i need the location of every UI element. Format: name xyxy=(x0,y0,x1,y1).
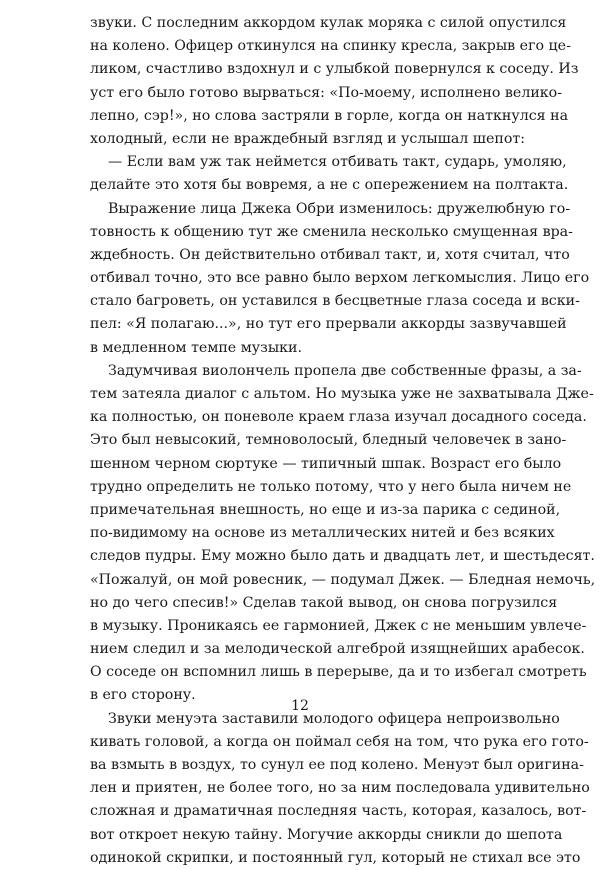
text-line: Выражение лица Джека Обри изменилось: дружелюбную го- xyxy=(108,200,571,217)
text-line: О соседе он вспомнил лишь в перерыве, да и то избегал смотреть xyxy=(90,664,587,681)
text-line: «Пожалуй, он мой ровесник, — подумал Джек. — Бледная немочь, xyxy=(90,571,596,588)
text-line: ждебность. Он действительно отбивал такт, и, хотя считал, что xyxy=(90,246,570,263)
page-body xyxy=(90,12,596,870)
text-line: ва взмыть в воздух, то сунул ее под колено. Менуэт был оригина- xyxy=(90,757,584,773)
text-line: тем затеяла диалог с альтом. Но музыка уже не захватывала Дже- xyxy=(90,386,594,402)
page-number: 12 xyxy=(291,698,309,714)
text-line: сложная и драматичная последняя часть, которая, казалось, вот- xyxy=(90,803,587,820)
text-line: в медленном темпе музыки. xyxy=(90,339,302,356)
text-line: Звуки менуэта заставили молодого офицера непроизвольно xyxy=(108,710,560,727)
text-line: по-видимому на основе из металлических нитей и без всяких xyxy=(90,525,555,542)
text-line: кивать головой, а когда он поймал себя на том, что рука его гото- xyxy=(90,733,589,750)
text-line: в его сторону. xyxy=(90,687,196,704)
text-line: лепно, сэр!», но слова застряли в горле, когда он наткнулся на xyxy=(90,107,569,124)
text-line: ка полностью, он поневоле краем глаза изучал досадного соседа. xyxy=(90,409,587,426)
text-line: следов пудры. Ему можно было дать и двадцать лет, и шестьдесят. xyxy=(90,548,595,565)
text-line: стало багроветь, он уставился в бесцветные глаза соседа и вски- xyxy=(90,293,580,310)
text-line: вот откроет некую тайну. Могучие аккорды сникли до шепота xyxy=(90,826,563,843)
text-line: трудно определить не только потому, что у него была ничем не xyxy=(90,478,572,495)
text-line: уст его было готово вырваться: «По-моему, исполнено велико- xyxy=(90,84,562,101)
text-line: шенном черном сюртуке — типичный шпак. Возраст его было xyxy=(90,455,562,472)
text-line: отбивал точно, это все равно было верхом легкомыслия. Лицо его xyxy=(90,270,590,287)
text-line: пел: «Я полагаю...», но тут его прервали аккорды зазвучавшей xyxy=(90,316,567,333)
text-line: ликом, счастливо вздохнул и с улыбкой повернулся к соседу. Из xyxy=(90,61,579,78)
text-line: лен и приятен, не более того, но за ним последовала удивительно xyxy=(90,780,590,797)
text-line: на колено. Офицер откинулся на спинку кресла, закрыв его це- xyxy=(90,38,571,55)
text-line: нием следил и за мелодической алгеброй изящнейших арабесок. xyxy=(90,641,585,658)
text-line: холодный, если не враждебный взгляд и услышал шепот: xyxy=(90,130,526,147)
text-line: примечательная внешность, но еще и из-за парика с сединой, xyxy=(90,501,561,518)
text-line: — Если вам уж так неймется отбивать такт, сударь, умоляю, xyxy=(108,154,567,171)
text-line: одинокой скрипки, и постоянный гул, который не стихал все это xyxy=(90,849,581,866)
text-line: но до чего спесив!» Сделав такой вывод, он снова погрузился xyxy=(90,594,558,611)
text-line: Это был невысокий, темноволосый, бледный человечек в зано- xyxy=(90,432,567,449)
text-line: в музыку. Проникаясь ее гармонией, Джек с не меньшим увлече- xyxy=(90,617,587,634)
text-line: делайте это хотя бы вовремя, а не с опережением на полтакта. xyxy=(90,177,569,194)
text-line: Задумчивая виолончель пропела две собственные фразы, а за- xyxy=(108,362,582,379)
text-line: товность к общению тут же сменила несколько смущенная вра- xyxy=(90,223,573,240)
text-line: звуки. С последним аккордом кулак моряка с силой опустился xyxy=(90,15,567,31)
